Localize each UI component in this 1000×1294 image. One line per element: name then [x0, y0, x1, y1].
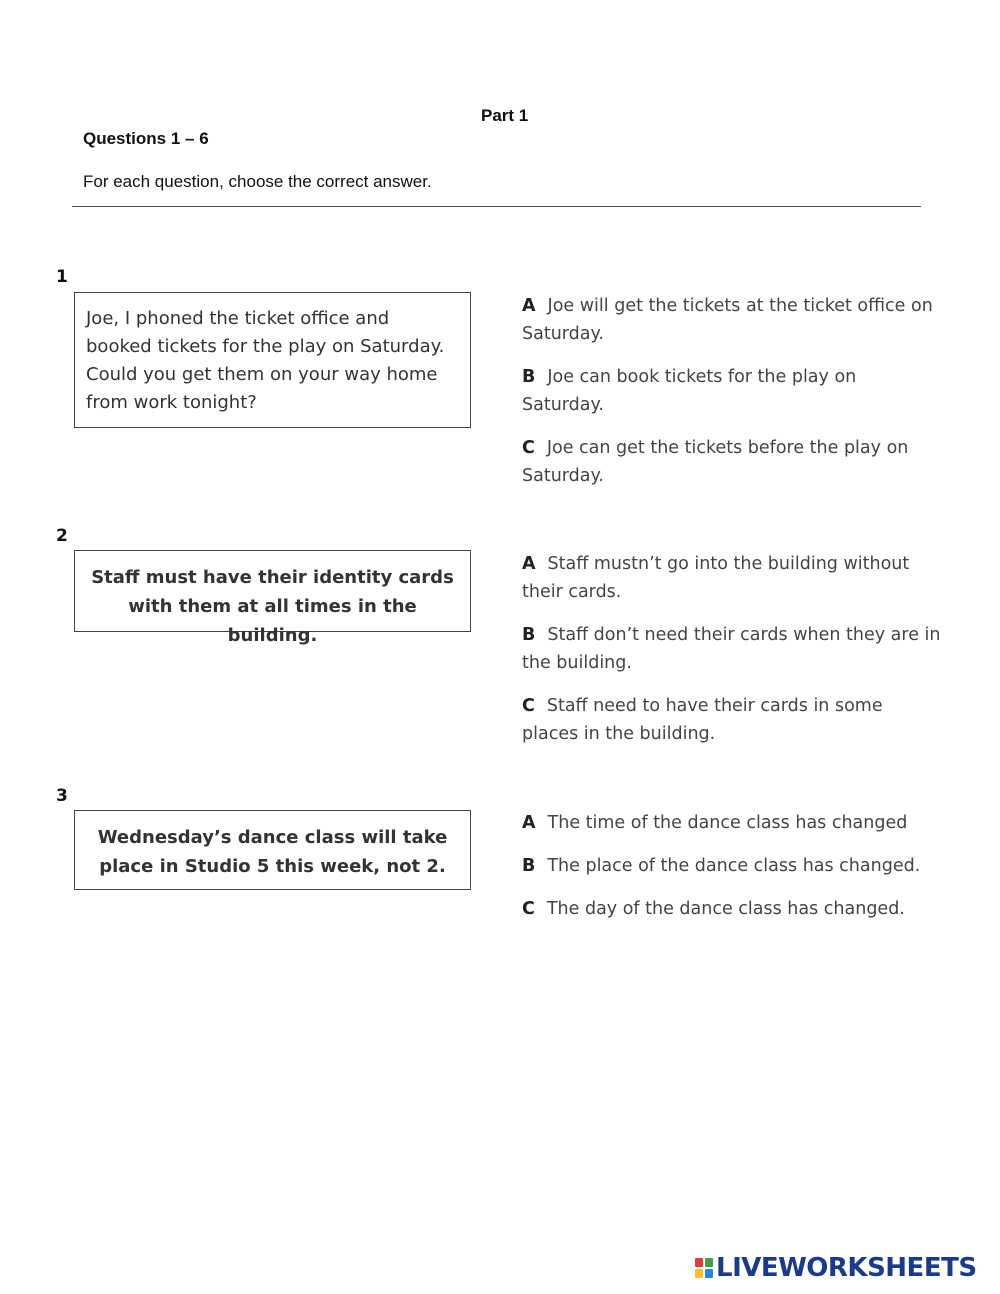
question-2-options — [522, 550, 942, 763]
option-text: Joe can get the tickets before the play on Saturday. — [522, 438, 909, 486]
questions-range: Questions 1 – 6 — [83, 129, 209, 148]
option-text: Staff don’t need their cards when they are in the building. — [522, 625, 941, 673]
question-3-options — [522, 809, 942, 938]
question-2-notice — [74, 550, 471, 646]
logo-square-1 — [695, 1258, 703, 1267]
question-1-option-b[interactable] — [522, 363, 942, 419]
option-text: The time of the dance class has changed — [547, 813, 908, 833]
logo-text: LIVEWORKSHEETS — [716, 1253, 977, 1283]
option-text: Staff mustn’t go into the building without their cards. — [522, 554, 910, 602]
question-3-option-b[interactable] — [522, 852, 942, 880]
logo-square-2 — [705, 1258, 713, 1267]
option-text: The day of the dance class has changed. — [546, 899, 905, 919]
option-letter: B — [522, 856, 536, 876]
option-text: The place of the dance class has changed. — [547, 856, 921, 876]
question-2-option-c[interactable] — [522, 692, 942, 748]
logo-mark-icon — [694, 1257, 714, 1279]
question-2-option-a[interactable] — [522, 550, 942, 606]
liveworksheets-logo[interactable] — [694, 1253, 977, 1283]
question-2-number: 2 — [56, 526, 68, 546]
question-1-notice-text: Joe, I phoned the ticket office and booked tickets for the play on Saturday. Could you get them on your way home from work tonight? — [86, 308, 445, 413]
header-divider — [72, 206, 921, 207]
question-3-option-a[interactable] — [522, 809, 942, 837]
question-1-option-a[interactable] — [522, 292, 942, 348]
question-1-option-c[interactable] — [522, 434, 942, 490]
question-2-option-b[interactable] — [522, 621, 942, 677]
option-letter: C — [522, 899, 535, 919]
question-3-notice — [74, 810, 471, 890]
logo-square-4 — [705, 1269, 713, 1278]
option-letter: C — [522, 696, 535, 716]
logo-square-3 — [695, 1269, 703, 1278]
question-1-number: 1 — [56, 267, 68, 287]
option-text: Joe can book tickets for the play on Saturday. — [522, 367, 857, 415]
option-letter: A — [522, 554, 536, 574]
option-letter: B — [522, 625, 536, 645]
question-1-options — [522, 292, 942, 505]
question-3-notice-text: Wednesday’s dance class will take place in Studio 5 this week, not 2. — [97, 827, 448, 877]
question-1-notice — [74, 292, 471, 428]
option-text: Staff need to have their cards in some places in the building. — [522, 696, 883, 744]
instructions: For each question, choose the correct answer. — [83, 172, 432, 191]
option-letter: C — [522, 438, 535, 458]
part-title: Part 1 — [481, 106, 529, 125]
option-text: Joe will get the tickets at the ticket office on Saturday. — [522, 296, 933, 344]
option-letter: A — [522, 813, 536, 833]
question-3-option-c[interactable] — [522, 895, 942, 923]
option-letter: A — [522, 296, 536, 316]
option-letter: B — [522, 367, 536, 387]
question-2-notice-text: Staff must have their identity cards with them at all times in the building. — [91, 567, 454, 646]
question-3-number: 3 — [56, 786, 68, 806]
